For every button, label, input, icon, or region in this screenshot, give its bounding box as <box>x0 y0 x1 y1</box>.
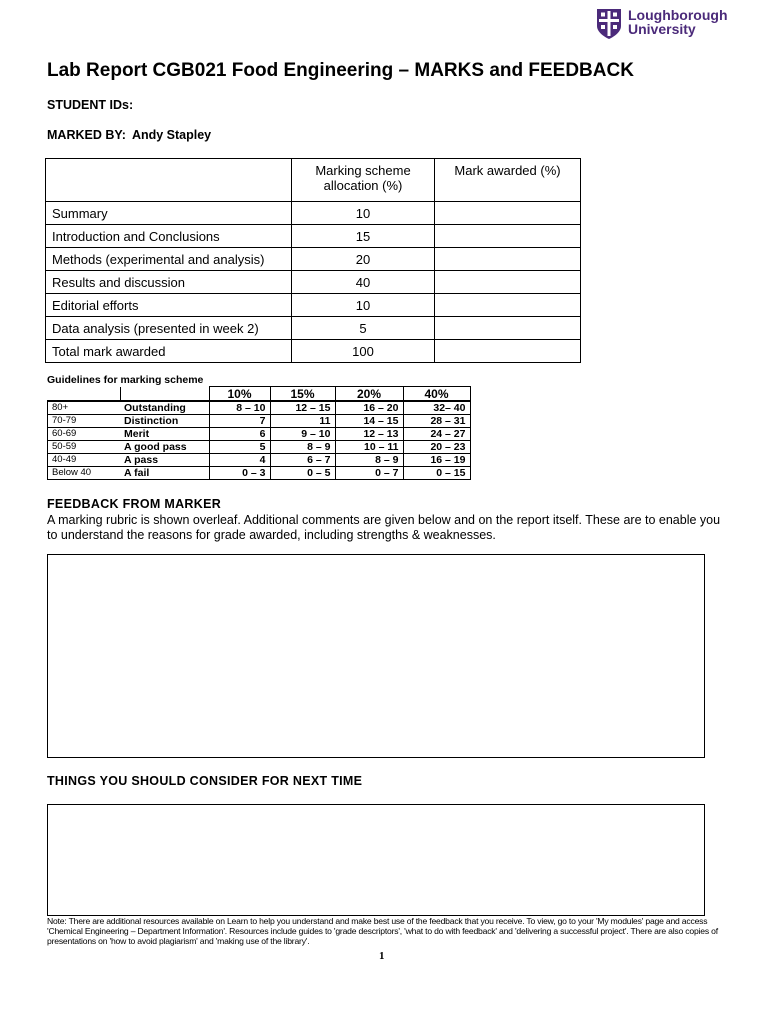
marks-awarded-cell[interactable] <box>435 248 581 271</box>
guidelines-header-20: 20% <box>335 387 403 402</box>
grade-range: Below 40 <box>48 467 121 480</box>
grade-name: Distinction <box>120 415 209 428</box>
table-row <box>46 317 581 340</box>
marks-table <box>45 158 581 363</box>
marker-name: Andy Stapley <box>131 128 212 142</box>
grade-band-40: 32– 40 <box>403 401 470 415</box>
grade-band-20: 14 – 15 <box>335 415 403 428</box>
marks-awarded-cell[interactable] <box>435 225 581 248</box>
guidelines-header <box>48 387 471 402</box>
grade-band-10: 5 <box>209 441 270 454</box>
grade-range: 60-69 <box>48 428 121 441</box>
table-row <box>48 415 471 428</box>
logo-line-2: University <box>628 21 696 37</box>
marks-item: Data analysis (presented in week 2) <box>46 317 292 340</box>
table-row <box>46 202 581 225</box>
next-time-heading: THINGS YOU SHOULD CONSIDER FOR NEXT TIME <box>47 774 363 788</box>
grade-band-40: 28 – 31 <box>403 415 470 428</box>
table-row <box>48 441 471 454</box>
grade-name: A good pass <box>120 441 209 454</box>
grade-band-15: 6 – 7 <box>270 454 335 467</box>
marks-awarded-cell[interactable] <box>435 271 581 294</box>
university-logo <box>596 8 736 44</box>
marks-allocation: 40 <box>292 271 435 294</box>
feedback-instructions: A marking rubric is shown overleaf. Additional comments are given below and on the report itself. These are to enable you to understand the reasons for grade awarded, including strengths & weaknesses. <box>47 513 721 542</box>
grade-band-10: 7 <box>209 415 270 428</box>
marks-header-allocation: Marking scheme allocation (%) <box>292 159 435 202</box>
grade-band-15: 11 <box>270 415 335 428</box>
grade-name: A fail <box>120 467 209 480</box>
table-row <box>46 271 581 294</box>
marks-header-blank <box>46 159 292 202</box>
grade-band-20: 8 – 9 <box>335 454 403 467</box>
grade-band-15: 12 – 15 <box>270 401 335 415</box>
grade-range: 40-49 <box>48 454 121 467</box>
marks-allocation: 10 <box>292 202 435 225</box>
marks-table-header <box>46 159 581 202</box>
grade-band-15: 9 – 10 <box>270 428 335 441</box>
grade-band-20: 12 – 13 <box>335 428 403 441</box>
grade-band-20: 0 – 7 <box>335 467 403 480</box>
grade-band-10: 4 <box>209 454 270 467</box>
grade-band-40: 20 – 23 <box>403 441 470 454</box>
marks-item: Total mark awarded <box>46 340 292 363</box>
grade-band-10: 6 <box>209 428 270 441</box>
table-row <box>46 248 581 271</box>
grade-name: Merit <box>120 428 209 441</box>
grade-band-20: 16 – 20 <box>335 401 403 415</box>
grade-band-40: 24 – 27 <box>403 428 470 441</box>
table-row <box>46 294 581 317</box>
logo-line-1: Loughborough <box>628 7 728 23</box>
table-row <box>48 454 471 467</box>
student-ids-label: STUDENT IDs: <box>47 98 134 112</box>
next-time-comment-box[interactable] <box>47 804 705 916</box>
marks-allocation: 20 <box>292 248 435 271</box>
guidelines-header-10: 10% <box>209 387 270 402</box>
marks-item: Summary <box>46 202 292 225</box>
feedback-comment-box[interactable] <box>47 554 705 758</box>
marks-awarded-cell[interactable] <box>435 294 581 317</box>
grade-range: 80+ <box>48 401 121 415</box>
feedback-heading: FEEDBACK FROM MARKER <box>47 497 222 511</box>
table-row <box>46 340 581 363</box>
table-row <box>48 428 471 441</box>
grade-band-10: 0 – 3 <box>209 467 270 480</box>
marked-by-label: MARKED BY: <box>47 128 126 142</box>
table-row <box>46 225 581 248</box>
guidelines-table <box>47 386 471 480</box>
grade-band-15: 8 – 9 <box>270 441 335 454</box>
marks-allocation: 100 <box>292 340 435 363</box>
grade-band-15: 0 – 5 <box>270 467 335 480</box>
grade-band-40: 0 – 15 <box>403 467 470 480</box>
marks-item: Introduction and Conclusions <box>46 225 292 248</box>
marked-by-line <box>47 128 211 142</box>
grade-range: 50-59 <box>48 441 121 454</box>
marks-awarded-cell[interactable] <box>435 340 581 363</box>
marks-allocation: 15 <box>292 225 435 248</box>
grade-band-20: 10 – 11 <box>335 441 403 454</box>
grade-name: A pass <box>120 454 209 467</box>
guidelines-header-40: 40% <box>403 387 470 402</box>
marks-awarded-cell[interactable] <box>435 202 581 225</box>
guidelines-header-blank <box>120 387 209 402</box>
grade-name: Outstanding <box>120 401 209 415</box>
page-title: Lab Report CGB021 Food Engineering – MARKS and FEEDBACK <box>47 60 634 81</box>
table-row <box>48 401 471 415</box>
resources-note: Note: There are additional resources available on Learn to help you understand and make best use of the feedback that you receive. To view, go to your 'My modules' page and access 'Chemical Engineering – Department Information'. Resources include guides to 'grade descriptors', 'what to do with feedback' and 'delivering a successful project'. There are also copies of presentations on 'how to avoid plagiarism' and 'making use of the library'. <box>47 916 718 946</box>
guidelines-header-blank <box>48 387 121 402</box>
guidelines-title: Guidelines for marking scheme <box>47 374 204 386</box>
table-row <box>48 467 471 480</box>
marks-allocation: 10 <box>292 294 435 317</box>
marks-item: Editorial efforts <box>46 294 292 317</box>
marks-allocation: 5 <box>292 317 435 340</box>
grade-band-40: 16 – 19 <box>403 454 470 467</box>
guidelines-header-15: 15% <box>270 387 335 402</box>
marks-item: Results and discussion <box>46 271 292 294</box>
marks-awarded-cell[interactable] <box>435 317 581 340</box>
grade-range: 70-79 <box>48 415 121 428</box>
crest-icon <box>596 8 622 40</box>
grade-band-10: 8 – 10 <box>209 401 270 415</box>
marks-item: Methods (experimental and analysis) <box>46 248 292 271</box>
page-number: 1 <box>379 950 385 962</box>
marks-header-awarded: Mark awarded (%) <box>435 159 581 202</box>
